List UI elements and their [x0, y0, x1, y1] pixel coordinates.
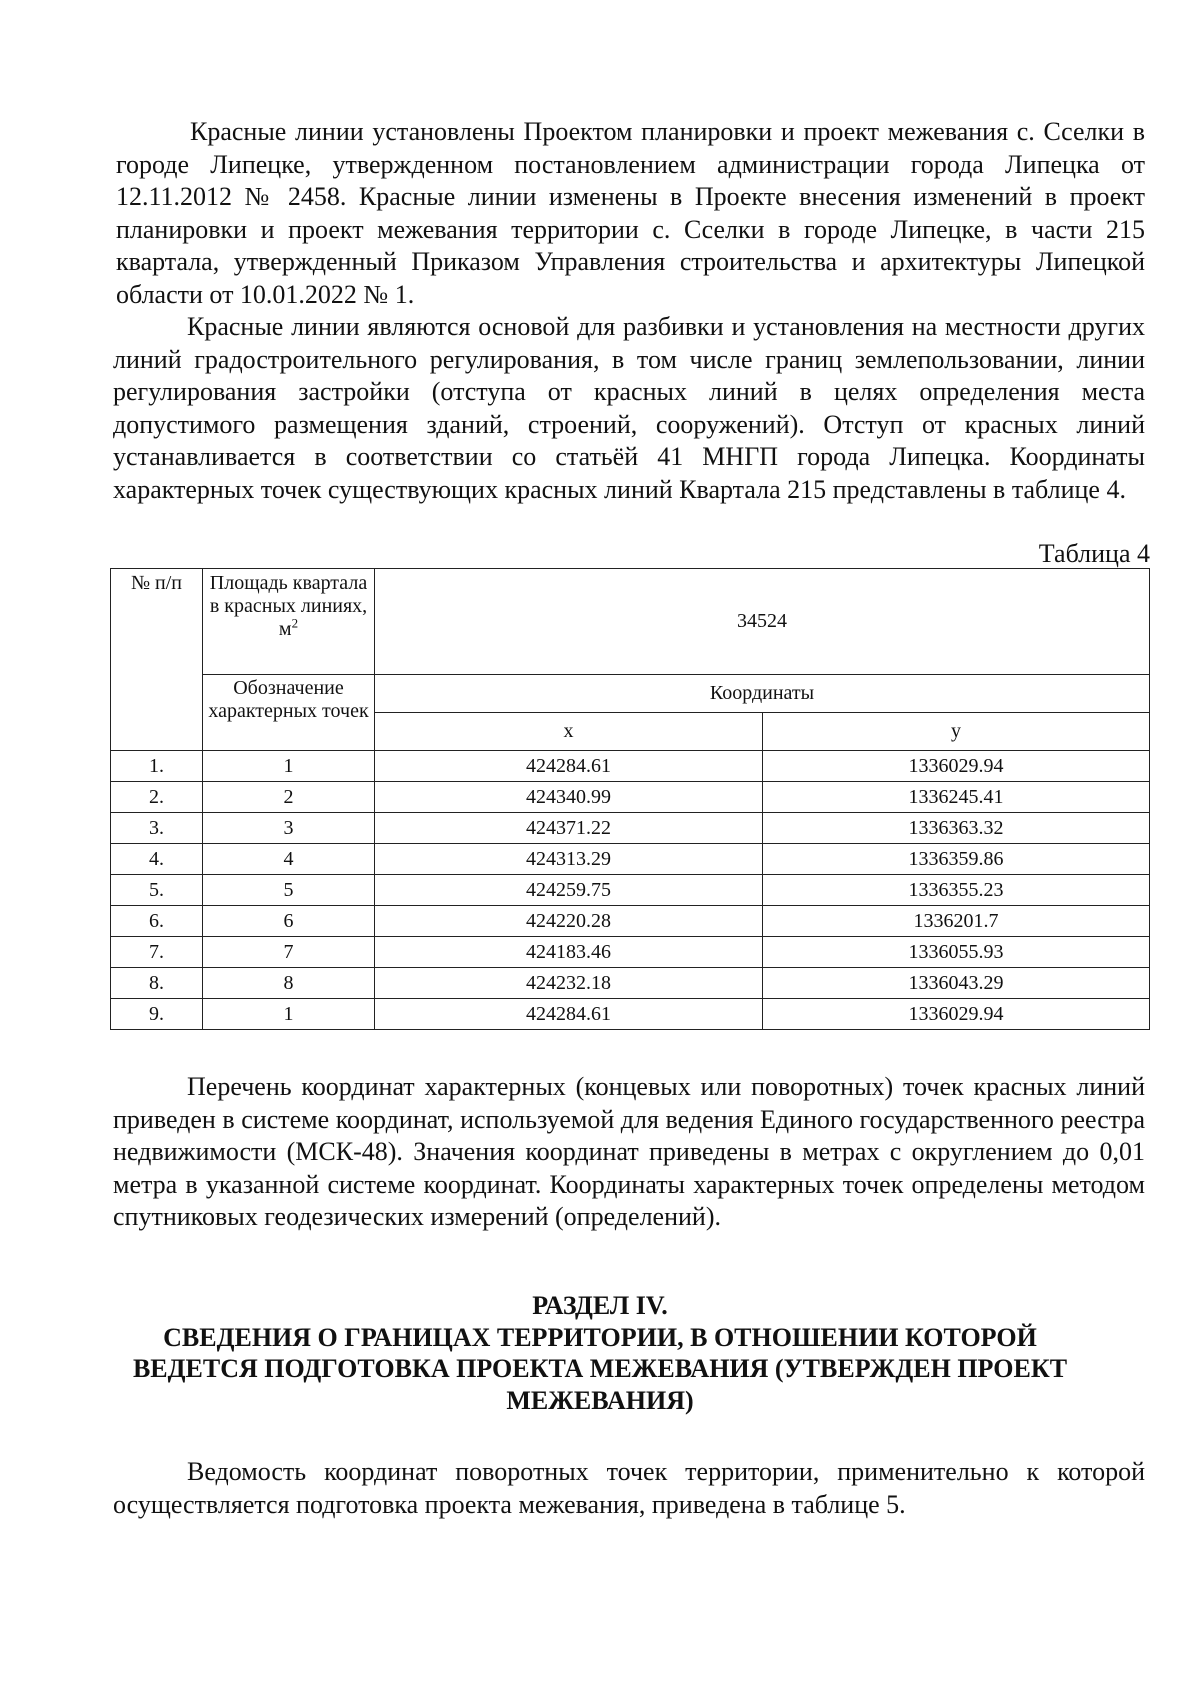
table-row [111, 937, 1150, 968]
table-row [111, 782, 1150, 813]
paragraph-coordinates-system: Перечень координат характерных (концевых или поворотных) точек красных линий приведен в системе координат, используемой для ведения Единого государственного реестра недвижимости (МСК-48). Значения координат приведены в метрах с округлением до 0,01 метра в указанной системе координат. Координаты характерных точек определены методом спутниковых геодезических измерений (определений). [113, 1072, 1145, 1232]
table-row [111, 999, 1150, 1030]
row-x: 424340.99 [375, 782, 763, 813]
row-point: 1 [203, 999, 375, 1030]
row-number: 6. [111, 906, 203, 937]
paragraph-red-lines-basis: Красные линии являются основой для разбивки и установления на местности других линий градостроительного регулирования, в том числе границ землепользовании, линии регулирования застройки (отступа от красных линий в целях определения места допустимого размещения зданий, строений, сооружений). Отступ от красных линий устанавливается в соответствии со статьёй 41 МНГП города Липецка. Координаты характерных точек существующих красных линий Квартала 215 представлены в таблице 4. [113, 312, 1145, 504]
row-x: 424313.29 [375, 844, 763, 875]
header-coordinates: Координаты [375, 675, 1150, 713]
table-header-row-area [111, 569, 1150, 675]
row-number: 7. [111, 937, 203, 968]
table-row [111, 875, 1150, 906]
row-x: 424284.61 [375, 751, 763, 782]
row-y: 1336043.29 [763, 968, 1150, 999]
paragraph-red-lines-established: Красные линии установлены Проектом планировки и проект межевания с. Сселки в городе Липецке, утвержденном постановлением администрации города Липецка от 12.11.2012 № 2458. Красные линии изменены в Проекте внесения изменений в проект планировки и проект межевания территории с. Сселки в городе Липецке, в части 215 квартала, утвержденный Приказом Управления строительства и архитектуры Липецкой области от 10.01.2022 № 1. [116, 117, 1145, 309]
row-y: 1336355.23 [763, 875, 1150, 906]
table-row [111, 906, 1150, 937]
table-row [111, 813, 1150, 844]
row-point: 2 [203, 782, 375, 813]
paragraph-table5-reference: Ведомость координат поворотных точек территории, применительно к которой осуществляется подготовка проекта межевания, приведена в таблице 5. [113, 1457, 1145, 1519]
area-value: 34524 [375, 569, 1150, 675]
header-x: x [375, 713, 763, 751]
header-point-label: Обозначение характерных точек [203, 675, 375, 751]
row-number: 9. [111, 999, 203, 1030]
section-title: СВЕДЕНИЯ О ГРАНИЦАХ ТЕРРИТОРИИ, В ОТНОШЕНИИ КОТОРОЙ ВЕДЕТСЯ ПОДГОТОВКА ПРОЕКТА МЕЖЕВАНИЯ (УТВЕРЖДЕН ПРОЕКТ МЕЖЕВАНИЯ) [132, 1322, 1068, 1415]
row-x: 424259.75 [375, 875, 763, 906]
row-point: 3 [203, 813, 375, 844]
header-number: № п/п [111, 569, 203, 751]
row-number: 4. [111, 844, 203, 875]
row-number: 3. [111, 813, 203, 844]
row-point: 8 [203, 968, 375, 999]
row-x: 424183.46 [375, 937, 763, 968]
row-x: 424220.28 [375, 906, 763, 937]
coordinates-table [110, 568, 1150, 1030]
row-x: 424232.18 [375, 968, 763, 999]
row-y: 1336055.93 [763, 937, 1150, 968]
row-number: 1. [111, 751, 203, 782]
row-point: 5 [203, 875, 375, 906]
row-y: 1336201.7 [763, 906, 1150, 937]
row-y: 1336359.86 [763, 844, 1150, 875]
row-point: 6 [203, 906, 375, 937]
table-row [111, 844, 1150, 875]
row-point: 7 [203, 937, 375, 968]
row-number: 8. [111, 968, 203, 999]
row-x: 424371.22 [375, 813, 763, 844]
row-x: 424284.61 [375, 999, 763, 1030]
row-y: 1336029.94 [763, 751, 1150, 782]
section-heading [130, 1290, 1070, 1416]
table-caption: Таблица 4 [1038, 539, 1150, 568]
row-y: 1336245.41 [763, 782, 1150, 813]
header-area-label: Площадь квартала в красных линиях, $м^2$ [203, 569, 375, 675]
row-number: 2. [111, 782, 203, 813]
row-point: 4 [203, 844, 375, 875]
row-number: 5. [111, 875, 203, 906]
table-header-row-coords [111, 675, 1150, 713]
table-body [111, 751, 1150, 1030]
section-number: РАЗДЕЛ IV. [532, 1291, 668, 1320]
row-point: 1 [203, 751, 375, 782]
table-row [111, 968, 1150, 999]
row-y: 1336363.32 [763, 813, 1150, 844]
row-y: 1336029.94 [763, 999, 1150, 1030]
header-y: y [763, 713, 1150, 751]
table-row [111, 751, 1150, 782]
